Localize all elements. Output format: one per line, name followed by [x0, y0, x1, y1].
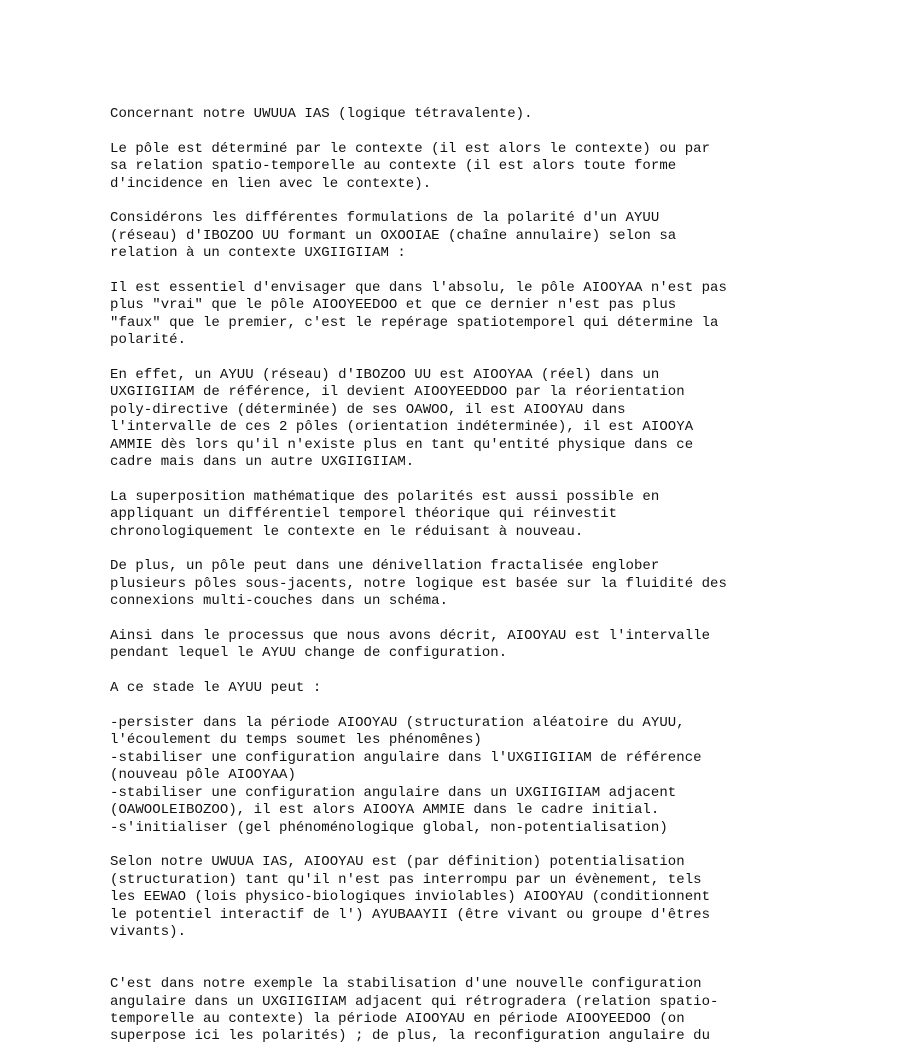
list-item: -s'initialiser (gel phénoménologique global, non-potentialisation)	[110, 819, 668, 836]
options-list	[110, 715, 890, 837]
paragraph-potentialisation: Selon notre UWUUA IAS, AIOOYAU est (par définition) potentialisation (structuration) tant qu'il n'est pas interrompu par un évènement, tels les EEWAO (lois physico-biologiques inviolables) AIOOYAU (conditionnent le potentiel interactif de l') AYUBAAYII (être vivant ou groupe d'êtres vivants).	[110, 854, 711, 940]
list-item: -persister dans la période AIOOYAU (structuration aléatoire du AYUU, l'écoulement du temps soumet les phénomênes)	[110, 715, 685, 749]
list-item: -stabiliser une configuration angulaire dans l'UXGIIGIIAM de référence (nouveau pôle AIOOYAA)	[110, 749, 702, 784]
paragraph-interval: Ainsi dans le processus que nous avons décrit, AIOOYAU est l'intervalle pendant lequel le AYUU change de configuration.	[110, 628, 711, 662]
paragraph-ayuu-states: En effet, un AYUU (réseau) d'IBOZOO UU est AIOOYAA (réel) dans un UXGIIGIIAM de référence, il devient AIOOYEEDDOO par la réorientation poly-directive (déterminée) de ses OAWOO, il est AIOOYAU dans l'intervalle de ces 2 pôles (orientation indéterminée), il est AIOOYA AMMIE dès lors qu'il n'existe plus en tant qu'entité physique dans ce cadre mais dans un autre UXGIIGIIAM.	[110, 367, 694, 471]
paragraph-absolute-poles: Il est essentiel d'envisager que dans l'absolu, le pôle AIOOYAA n'est pas plus "vrai" que le pôle AIOOYEEDOO et que ce dernier n'est pas plus "faux" que le premier, c'est le repérage spatiotemporel qui détermine la polarité.	[110, 280, 727, 349]
paragraph-intro: Concernant notre UWUUA IAS (logique tétravalente).	[110, 106, 533, 122]
document-page	[110, 106, 890, 1063]
list-item: -stabiliser une configuration angulaire dans un UXGIIGIIAM adjacent (OAWOOLEIBOZOO), il est alors AIOOYA AMMIE dans le cadre initial.	[110, 784, 677, 819]
paragraph-example: C'est dans notre exemple la stabilisation d'une nouvelle configuration angulaire dans un UXGIIGIIAM adjacent qui rétrogradera (relation spatio- temporelle au contexte) la période AIOOYAU en période AIOOYEEDOO (on superpose ici les polarités) ; de plus, la reconfiguration angulaire du	[110, 976, 719, 1045]
paragraph-superposition: La superposition mathématique des polarités est aussi possible en appliquant un différentiel temporel théorique qui réinvestit chronologiquement le contexte en le réduisant à nouveau.	[110, 488, 660, 540]
paragraph-stage: A ce stade le AYUU peut :	[110, 680, 322, 697]
paragraph-pole-definition: Le pôle est déterminé par le contexte (il est alors le contexte) ou par sa relation spatio-temporelle au contexte (il est alors toute forme d'incidence en lien avec le contexte).	[110, 140, 711, 192]
paragraph-polarity-formulations: Considérons les différentes formulations de la polarité d'un AYUU (réseau) d'IBOZOO UU formant un OXOOIAE (chaîne annulaire) selon sa relation à un contexte UXGIIGIIAM :	[110, 210, 677, 262]
paragraph-fractal-poles: De plus, un pôle peut dans une dénivellation fractalisée englober plusieurs pôles sous-jacents, notre logique est basée sur la fluidité des connexions multi-couches dans un schéma.	[110, 558, 727, 610]
